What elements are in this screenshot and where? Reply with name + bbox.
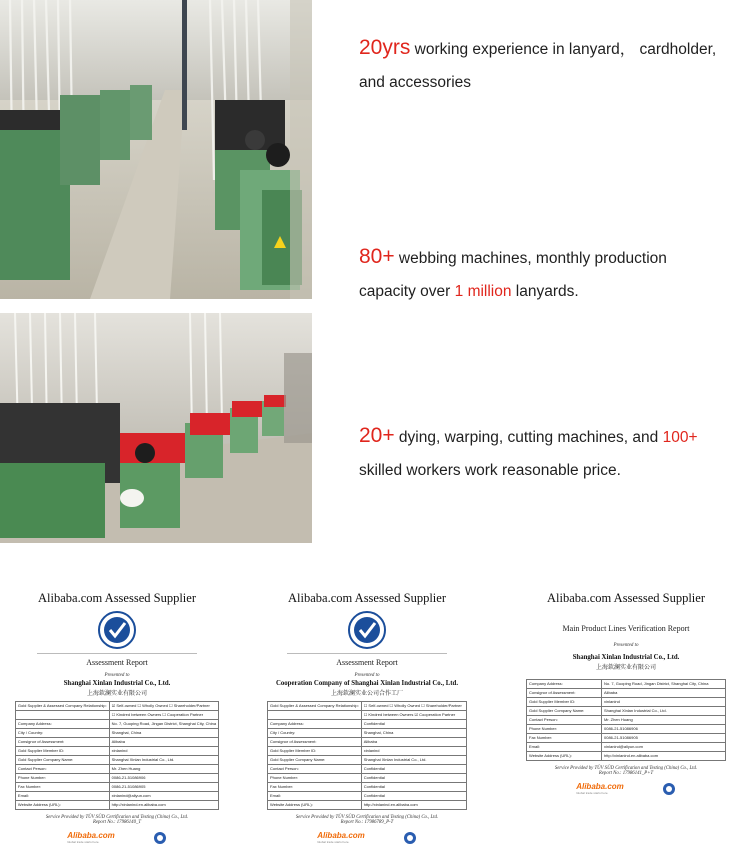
row-value: Shanghai, China	[361, 728, 466, 737]
highlight-80plus: 80+	[359, 245, 395, 268]
table-row	[527, 751, 726, 760]
presented-to: Presented to	[354, 673, 380, 678]
table-row	[268, 702, 467, 711]
row-value: Shanghai Xinlan Industrial Co., Ltd.	[602, 706, 726, 715]
row-value: Confidential	[361, 791, 466, 800]
row-value: Alibaba	[602, 688, 726, 697]
alibaba-logo: Alibaba.com Global trade starts here.	[317, 831, 365, 845]
table-row	[15, 746, 218, 755]
table-row	[15, 710, 218, 719]
row-label: Company Address:	[15, 719, 109, 728]
row-value: ☑ Self-owned ☐ Wholly Owned ☐ Shareholder/Partner	[109, 702, 218, 711]
table-row	[268, 791, 467, 800]
company-name: Shanghai Xinlan Industrial Co., Ltd.	[63, 680, 171, 687]
table-row	[527, 742, 726, 751]
report-number: Report No.: 17986141_P+T	[598, 770, 654, 776]
table-row	[268, 737, 467, 746]
company-name: Cooperation Company of Shanghai Xinlan Industrial Co., Ltd.	[275, 680, 459, 687]
table-row	[268, 773, 467, 782]
row-value: Confidential	[361, 764, 466, 773]
feature-text-line2: skilled workers work reasonable price.	[359, 462, 621, 479]
row-value: Mr. Zhen Huang	[602, 715, 726, 724]
certificate-subtitle: Main Product Lines Verification Report	[562, 624, 690, 633]
table-row	[268, 755, 467, 764]
table-row	[268, 800, 467, 809]
table-row	[15, 702, 218, 711]
row-label: Consignor of Assessment:	[15, 737, 109, 746]
tuv-logo-icon	[153, 831, 167, 845]
assessed-seal-icon	[347, 610, 387, 650]
report-number: Report No.: 17986140_T	[92, 819, 142, 825]
row-label: Gold Supplier Company Name:	[15, 755, 109, 764]
factory-photo-2	[0, 313, 312, 543]
report-number: Report No.: 17986789_P-T	[340, 819, 394, 825]
presented-to: Presented to	[104, 673, 130, 678]
row-label	[15, 710, 109, 719]
highlight-20plus: 20+	[359, 424, 395, 447]
row-value: 0086-21-51086906	[602, 724, 726, 733]
tuv-logo-icon	[662, 782, 676, 796]
row-label: Gold Supplier Member ID:	[268, 746, 362, 755]
service-footer: Service Provided by TÜV SÜD Certification and Testing (China) Co., Ltd.	[295, 814, 439, 820]
highlight-1-million: 1 million	[454, 283, 512, 300]
row-value: ☐ Kindred between Owners ☐ Cooperation Partner	[109, 710, 218, 719]
table-row	[15, 800, 218, 809]
row-label: Contact Person:	[15, 764, 109, 773]
certificate-1	[6, 582, 228, 848]
factory-photo-1	[0, 0, 312, 299]
row-label: City / Country:	[15, 728, 109, 737]
row-label: Fax Number:	[527, 733, 602, 742]
row-label: Email:	[527, 742, 602, 751]
row-value: 0086-21-51086905	[109, 782, 218, 791]
row-label: Fax Number:	[268, 782, 362, 791]
row-label: Website Address (URL):	[527, 751, 602, 760]
certificate-2	[256, 582, 478, 848]
table-row	[268, 782, 467, 791]
service-footer: Service Provided by TÜV SÜD Certification and Testing (China) Co., Ltd.	[554, 765, 698, 771]
table-row	[268, 746, 467, 755]
certificate-subtitle: Assessment Report	[86, 658, 148, 667]
table-row	[268, 719, 467, 728]
row-value: Confidential	[361, 773, 466, 782]
feature-workers	[359, 419, 698, 487]
certificate-title: Alibaba.com Assessed Supplier	[288, 591, 446, 605]
row-value: http://xinlanind.en.alibaba.com	[109, 800, 218, 809]
feature-text-line2: and accessories	[359, 74, 472, 91]
feature-text-line2: capacity over 1 million lanyards.	[359, 283, 579, 300]
row-label: Gold Supplier & Assessed Company Relationship:	[15, 702, 109, 711]
row-value: ☐ Kindred between Owners ☑ Cooperation Partner	[361, 710, 466, 719]
row-label: Gold Supplier & Assessed Company Relationship:	[268, 702, 362, 711]
row-value: http://xinlanind.en.alibaba.com	[602, 751, 726, 760]
row-label: Email:	[268, 791, 362, 800]
tuv-logo-icon	[403, 831, 417, 845]
company-name-cn: 上海欽澜实业有限公司	[86, 691, 147, 697]
table-row	[268, 710, 467, 719]
row-value: 0086-21-51086906	[109, 773, 218, 782]
row-label: Gold Supplier Member ID:	[15, 746, 109, 755]
row-value: No. 7, Guoping Road, Jingan District, Shanghai City, China	[602, 680, 726, 689]
row-label: Consignor of Assessment:	[527, 688, 602, 697]
row-label: Phone Number:	[268, 773, 362, 782]
row-label: Gold Supplier Company Name:	[268, 755, 362, 764]
row-label: Email:	[15, 791, 109, 800]
row-label: Gold Supplier Company Name:	[527, 706, 602, 715]
row-label: Phone Number:	[527, 724, 602, 733]
certificate-title: Alibaba.com Assessed Supplier	[38, 591, 196, 605]
row-value: xinlanind@aliyun.com	[109, 791, 218, 800]
row-value: Confidential	[361, 719, 466, 728]
row-label: Contact Person:	[268, 764, 362, 773]
row-label: Consignor of Assessment:	[268, 737, 362, 746]
feature-machines	[359, 240, 667, 308]
feature-experience	[359, 31, 716, 99]
certificate-title: Alibaba.com Assessed Supplier	[547, 591, 705, 605]
table-row	[527, 715, 726, 724]
table-row	[15, 719, 218, 728]
company-name: Shanghai Xinlan Industrial Co., Ltd.	[572, 654, 680, 661]
table-row	[268, 764, 467, 773]
row-value: 0086-21-51086905	[602, 733, 726, 742]
feature-text: webbing machines, monthly production	[394, 250, 667, 267]
table-row	[527, 724, 726, 733]
row-value: http://xinlanind.en.alibaba.com	[361, 800, 466, 809]
row-value: No. 7, Guoping Road, Jingan District, Shanghai City, China	[109, 719, 218, 728]
table-row	[15, 737, 218, 746]
table-row	[15, 728, 218, 737]
table-row	[527, 680, 726, 689]
row-label	[268, 710, 362, 719]
certificate-subtitle: Assessment Report	[336, 658, 398, 667]
certificate-3	[515, 582, 737, 848]
service-footer: Service Provided by TÜV SÜD Certification and Testing (China) Co., Ltd.	[45, 814, 189, 820]
row-label: Company Address:	[268, 719, 362, 728]
row-label: Website Address (URL):	[268, 800, 362, 809]
info-table	[15, 701, 219, 810]
feature-text: working experience in lanyard， cardholder,	[410, 41, 717, 58]
row-value: xinlanind	[109, 746, 218, 755]
row-value: Shanghai, China	[109, 728, 218, 737]
row-value: xinlanind	[602, 697, 726, 706]
row-label: Contact Person:	[527, 715, 602, 724]
table-row	[15, 764, 218, 773]
divider	[37, 653, 197, 654]
table-row	[15, 782, 218, 791]
row-label: Gold Supplier Member ID:	[527, 697, 602, 706]
company-name-cn: 上海欽澜实业有限公司	[595, 665, 656, 671]
row-value: Alibaba	[361, 737, 466, 746]
row-value: xinlanind	[361, 746, 466, 755]
table-row	[15, 755, 218, 764]
table-row	[15, 791, 218, 800]
row-value: Confidential	[361, 782, 466, 791]
table-row	[527, 706, 726, 715]
feature-text: dying, warping, cutting machines, and	[394, 429, 663, 446]
table-row	[527, 697, 726, 706]
presented-to: Presented to	[613, 643, 639, 648]
row-label: Phone Number:	[15, 773, 109, 782]
row-label: City / Country:	[268, 728, 362, 737]
row-label: Website Address (URL):	[15, 800, 109, 809]
row-label: Fax Number:	[15, 782, 109, 791]
highlight-20yrs: 20yrs	[359, 36, 411, 59]
row-value: xinlanind@aliyun.com	[602, 742, 726, 751]
row-value: Shanghai Xinlan Industrial Co., Ltd.	[361, 755, 466, 764]
alibaba-logo: Alibaba.com Global trade starts here.	[576, 782, 624, 796]
table-row	[527, 688, 726, 697]
info-table	[267, 701, 467, 810]
row-label: Company Address:	[527, 680, 602, 689]
table-row	[15, 773, 218, 782]
row-value: Alibaba	[109, 737, 218, 746]
assessed-seal-icon	[97, 610, 137, 650]
highlight-100plus: 100+	[662, 429, 698, 446]
row-value: ☐ Self-owned ☐ Wholly Owned ☐ Shareholder/Partner	[361, 702, 466, 711]
table-row	[527, 733, 726, 742]
alibaba-logo: Alibaba.com Global trade starts here.	[67, 831, 115, 845]
info-table	[526, 679, 726, 761]
table-row	[268, 728, 467, 737]
divider	[287, 653, 447, 654]
row-value: Mr. Zhen Huang	[109, 764, 218, 773]
company-name-cn: 上海欽澜实业公司合作工厂	[330, 691, 403, 697]
row-value: Shanghai Xinlan Industrial Co., Ltd.	[109, 755, 218, 764]
